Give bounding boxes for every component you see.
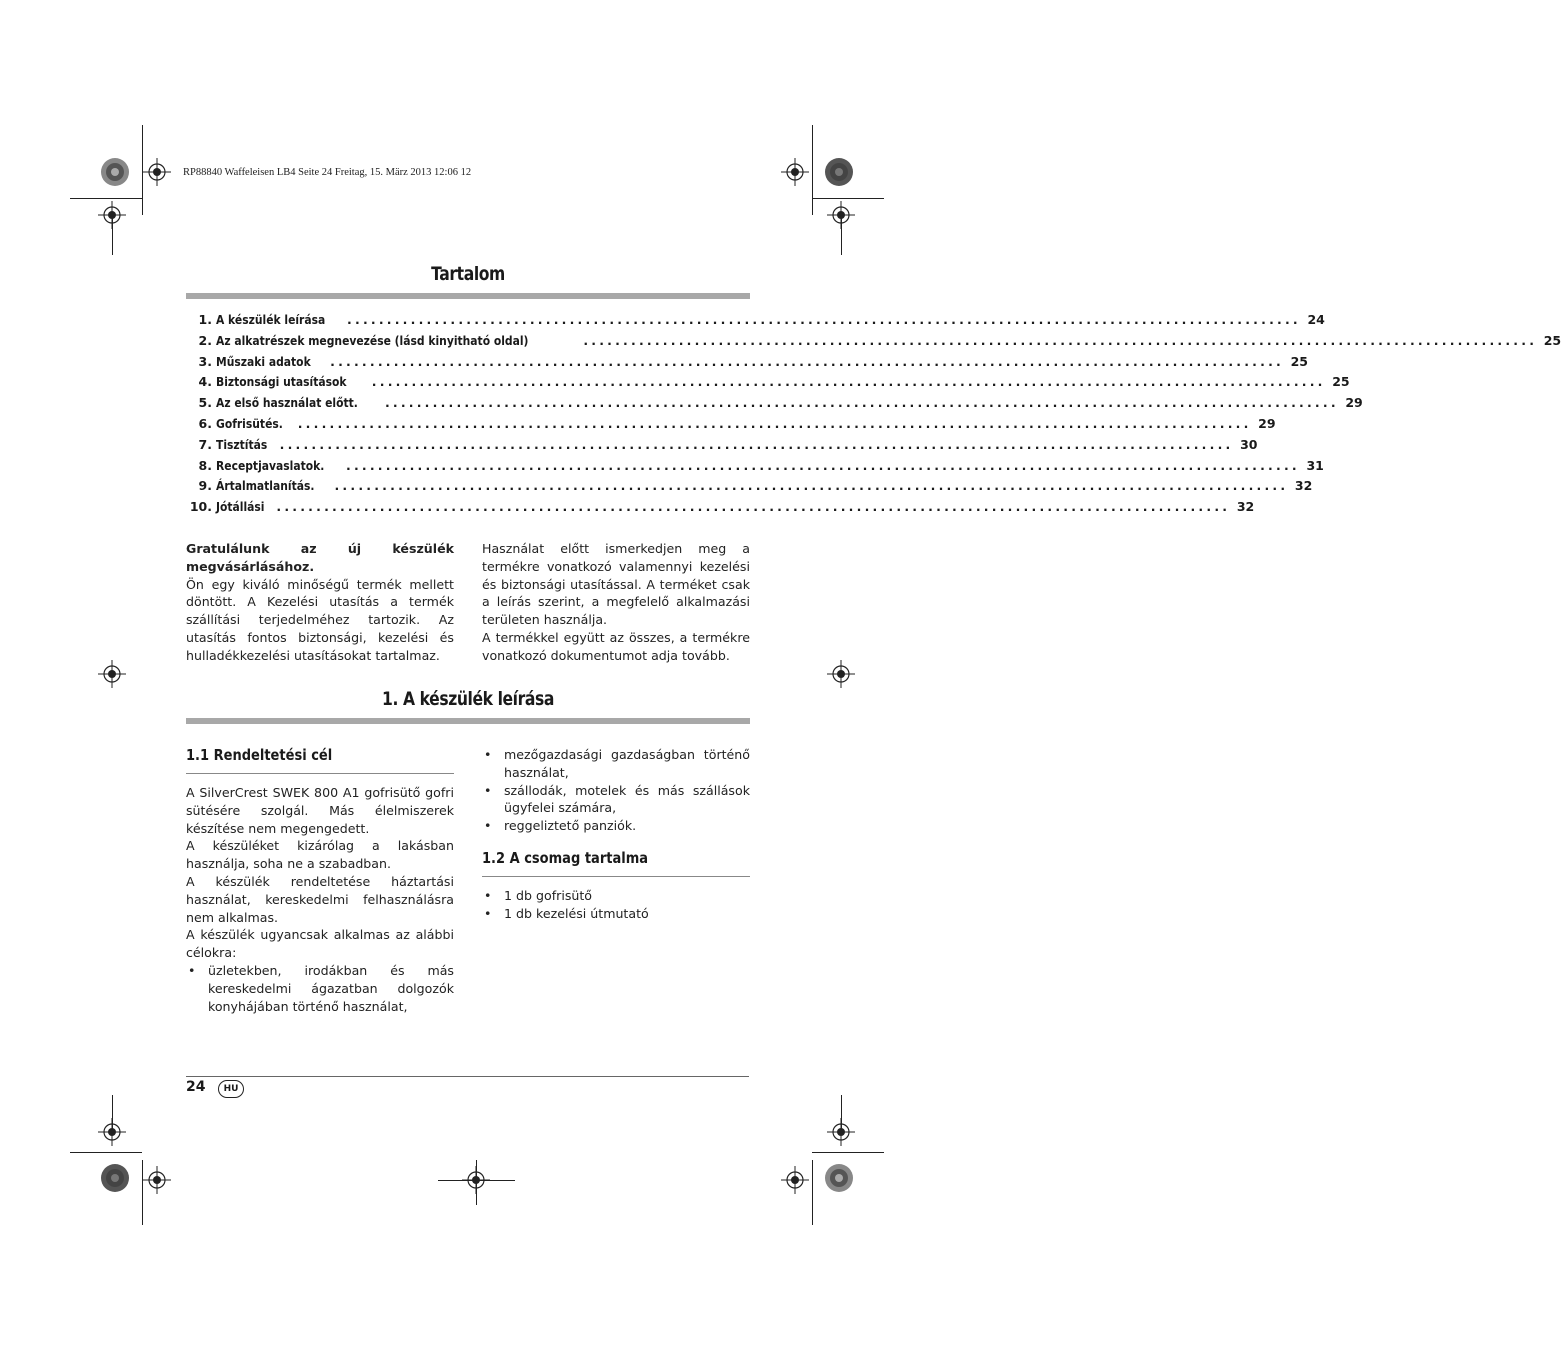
toc-entry[interactable] — [186, 312, 1325, 333]
toc-number: 8. — [198, 457, 212, 473]
subsection-rule — [186, 773, 454, 774]
toc-page: 31 — [1306, 457, 1324, 473]
toc-page: 25 — [1290, 353, 1308, 369]
toc-label: Jótállási — [216, 499, 265, 515]
toc-leader-dots: ........................................................................................................................ — [347, 312, 1301, 327]
subsection-1-1-body — [186, 784, 454, 1015]
toc-leader-dots: ........................................................................................................................ — [276, 499, 1231, 515]
bullet-icon: • — [484, 818, 492, 834]
toc-label: Az első használat előtt. — [216, 395, 358, 411]
intro-right-p2: A termékkel együtt az összes, a termékre vonatkozó dokumentumot adja tovább. — [482, 629, 750, 663]
registration-mark-icon — [98, 1118, 126, 1146]
subsection-1-1-continued — [482, 746, 750, 835]
toc-page: 32 — [1294, 478, 1313, 494]
toc-label: Biztonsági utasítások — [216, 374, 347, 390]
list-item: • szállodák, motelek és más szállások ügyfelei számára, — [484, 782, 750, 816]
page-number: 24 — [186, 1079, 206, 1095]
toc-entry[interactable] — [186, 353, 1308, 375]
toc-number: 1. — [198, 312, 212, 327]
paragraph: A SilverCrest SWEK 800 A1 gofrisütő gofri sütésére szolgál. Más élelmiszerek készítése nem megengedett. — [186, 785, 454, 836]
print-header: RP88840 Waffeleisen LB4 Seite 24 Freitag, 15. März 2013 12:06 12 — [183, 167, 472, 178]
toc-leader-dots: ........................................................................................................................ — [334, 478, 1289, 494]
list-item: • reggeliztető panziók. — [484, 818, 637, 834]
section-title: 1. A készülék leírása — [382, 688, 554, 710]
toc-label: Az alkatrészek megnevezése (lásd kinyitható oldal) — [216, 332, 529, 348]
section-divider — [186, 718, 750, 724]
toc-page: 30 — [1240, 436, 1258, 452]
color-wheel-icon — [100, 157, 130, 187]
bullet-icon: • — [484, 782, 492, 798]
bullet-list — [186, 962, 454, 1015]
intro-left-text: Ön egy kiváló minőségű termék mellett döntött. A Kezelési utasítás a termék szállítási terjedelméhez tartozik. Az utasítás fontos biztonsági, kezelési és hulladékkezelési utasításokat tartalmaz. — [186, 576, 454, 663]
toc-page: 25 — [1543, 332, 1561, 348]
toc-leader-dots: ........................................................................................................................ — [330, 353, 1284, 369]
toc-entry[interactable] — [186, 436, 1258, 458]
paragraph: A készülék ugyancsak alkalmas az alábbi célokra: — [186, 927, 454, 961]
registration-mark-icon — [98, 201, 126, 229]
toc-entry[interactable] — [186, 395, 1363, 416]
toc-number: 4. — [198, 374, 212, 390]
registration-mark-icon — [143, 1166, 171, 1194]
subsection-title-1-2: 1.2 A csomag tartalma — [482, 849, 649, 867]
toc-number: 9. — [198, 478, 212, 494]
paragraph: A készülék rendeltetése háztartási használat, kereskedelmi felhasználásra nem alkalmas. — [186, 873, 454, 925]
toc-leader-dots: ........................................................................................................................ — [346, 457, 1300, 473]
toc-divider — [186, 293, 750, 299]
language-badge: HU — [218, 1080, 244, 1098]
toc-label: Tisztítás — [216, 436, 268, 452]
toc-number: 6. — [198, 415, 212, 431]
bullet-icon: • — [484, 747, 492, 762]
subsection-title-1-1: 1.1 Rendeltetési cél — [186, 746, 333, 764]
color-wheel-icon — [824, 157, 854, 187]
toc-entry[interactable] — [186, 478, 1313, 499]
color-wheel-icon — [824, 1163, 854, 1193]
intro-left-column — [186, 540, 454, 665]
bullet-icon: • — [188, 962, 196, 978]
toc-number: 7. — [198, 436, 212, 452]
bullet-icon: • — [484, 888, 492, 903]
toc-label: A készülék leírása — [216, 312, 326, 327]
toc-entry[interactable] — [186, 499, 1255, 520]
intro-heading: Gratulálunk az új készülék megvásárlásához. — [186, 541, 454, 574]
toc-number: 3. — [198, 353, 212, 369]
intro-right-p1: Használat előtt ismerkedjen meg a termékre vonatkozó valamennyi kezelési és biztonsági utasítással. A terméket csak a leírás szerint, a megfelelő alkalmazási területen használja. — [482, 541, 750, 628]
toc-page: 24 — [1307, 312, 1325, 327]
toc-page: 32 — [1236, 499, 1255, 515]
toc-leader-dots: ........................................................................................................................ — [371, 374, 1326, 390]
bullet-list — [482, 746, 750, 835]
toc-label: Gofrisütés. — [216, 415, 283, 431]
bullet-list — [482, 887, 750, 923]
list-item: • üzletekben, irodákban és más kereskedelmi ágazatban dolgozók konyhájában történő használat, — [188, 962, 454, 1014]
paragraph: A készüléket kizárólag a lakásban használja, soha ne a szabadban. — [186, 838, 454, 872]
toc-page: 25 — [1332, 374, 1350, 390]
toc-label: Ártalmatlanítás. — [216, 478, 315, 494]
toc-entry[interactable] — [186, 415, 1276, 437]
color-wheel-icon — [100, 1163, 130, 1193]
toc-leader-dots: ........................................................................................................................ — [583, 332, 1538, 348]
toc-leader-dots: ........................................................................................................................ — [279, 436, 1234, 452]
toc-title: Tartalom — [431, 263, 505, 285]
toc-label: Műszaki adatok — [216, 353, 311, 369]
registration-mark-icon — [143, 158, 171, 186]
toc-entry[interactable] — [186, 374, 1350, 395]
registration-mark-icon — [827, 660, 855, 688]
registration-mark-icon — [827, 201, 855, 229]
table-of-contents — [186, 312, 1561, 520]
footer-rule — [186, 1076, 749, 1077]
package-contents — [482, 887, 750, 923]
intro-right-column — [482, 540, 750, 665]
list-item: • 1 db gofrisütő — [484, 888, 593, 903]
toc-page: 29 — [1258, 415, 1276, 431]
bullet-icon: • — [484, 905, 492, 921]
toc-entry[interactable] — [186, 457, 1324, 479]
toc-number: 5. — [198, 395, 212, 411]
registration-mark-icon — [781, 158, 809, 186]
list-item: • mezőgazdasági gazdaságban történő használat, — [484, 747, 750, 780]
toc-entry[interactable] — [186, 332, 1561, 354]
list-item: • 1 db kezelési útmutató — [484, 905, 649, 921]
registration-mark-icon — [98, 660, 126, 688]
toc-label: Receptjavaslatok. — [216, 457, 325, 473]
toc-number: 10. — [189, 499, 212, 515]
registration-mark-icon — [781, 1166, 809, 1194]
registration-mark-icon — [827, 1118, 855, 1146]
toc-leader-dots: ........................................................................................................................ — [297, 415, 1252, 431]
toc-number: 2. — [198, 332, 212, 348]
toc-page: 29 — [1345, 395, 1363, 411]
subsection-rule — [482, 876, 750, 877]
toc-leader-dots: ........................................................................................................................ — [384, 395, 1339, 411]
